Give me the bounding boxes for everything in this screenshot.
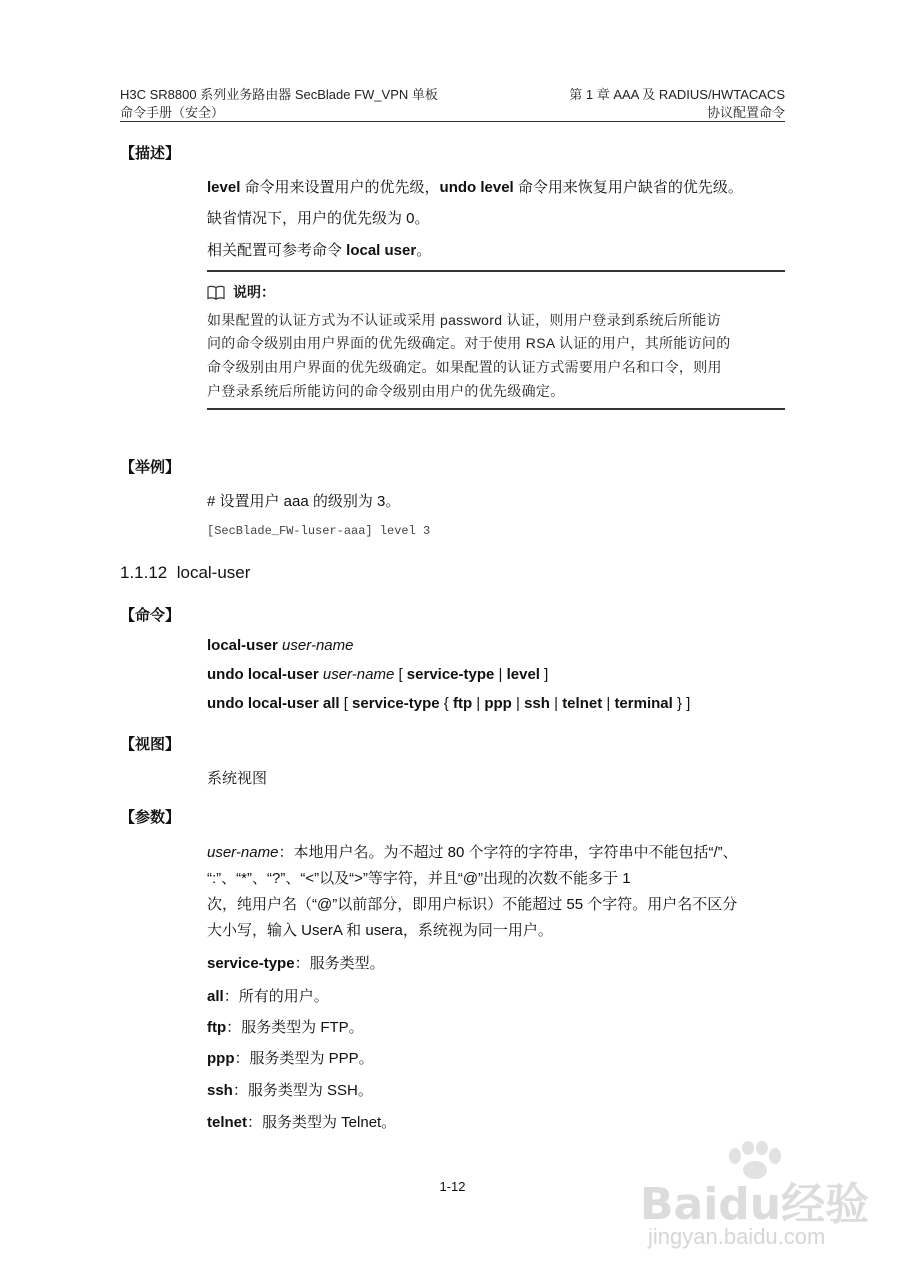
describe-line-2: 缺省情况下，用户的优先级为 0。 xyxy=(207,210,430,227)
param-item: service-type：服务类型。 xyxy=(207,955,385,972)
section-title xyxy=(120,563,250,583)
note-line-4: 户登录系统后所能访问的命令级别由用户的优先级确定。 xyxy=(207,383,565,399)
command-heading: 【命令】 xyxy=(120,607,181,624)
params-heading: 【参数】 xyxy=(120,809,181,826)
view-heading: 【视图】 xyxy=(120,736,181,753)
param-item: all：所有的用户。 xyxy=(207,988,329,1005)
command-line-3: undo local-user all [ service-type { ftp | ppp | ssh | telnet | terminal } ] xyxy=(207,695,691,712)
watermark-brand: Baidu经验 xyxy=(640,1179,870,1230)
command-line-2: undo local-user user-name [ service-type | level ] xyxy=(207,666,549,683)
describe-line-3: 相关配置可参考命令 local user。 xyxy=(207,242,432,259)
param-term: user-name xyxy=(207,844,279,861)
note-line-3: 命令级别由用户界面的优先级确定。如果配置的认证方式需要用户名和口令，则用 xyxy=(207,359,722,375)
command-line-1: local-user user-name xyxy=(207,637,354,654)
header-title: H3C SR8800 系列业务路由器 SecBlade FW_VPN 单板 xyxy=(120,87,438,102)
cmd-local-user-ref: local user xyxy=(346,242,417,259)
page-number: 1-12 xyxy=(439,1179,466,1194)
cmd-undo-level: undo level xyxy=(439,179,514,196)
param-item: telnet：服务类型为 Telnet。 xyxy=(207,1114,397,1131)
book-icon xyxy=(207,285,225,303)
describe-heading: 【描述】 xyxy=(120,145,181,162)
param-username-line-1: user-name：本地用户名。为不超过 80 个字符的字符串，字符串中不能包括“/”、 xyxy=(207,844,738,861)
watermark-url: jingyan.baidu.com xyxy=(648,1224,826,1249)
note-line-1: 如果配置的认证方式为不认证或采用 password 认证，则用户登录到系统后所能访 xyxy=(207,312,721,328)
param-username-line-4: 大小写，输入 UserA 和 usera，系统视为同一用户。 xyxy=(207,922,553,939)
note-top-rule xyxy=(207,270,785,272)
note-title: 说明： xyxy=(207,282,275,303)
header-subtitle: 命令手册（安全） xyxy=(120,105,225,120)
example-code: [SecBlade_FW-luser-aaa] level 3 xyxy=(207,524,431,538)
section-number: 1.1.12 xyxy=(120,563,168,582)
param-item: ssh：服务类型为 SSH。 xyxy=(207,1082,373,1099)
example-heading: 【举例】 xyxy=(120,459,181,476)
header-chapter: 第 1 章 AAA 及 RADIUS/HWTACACS xyxy=(569,87,785,102)
section-name: local-user xyxy=(176,563,251,582)
param-item: ppp：服务类型为 PPP。 xyxy=(207,1050,374,1067)
header-rule xyxy=(120,121,785,122)
view-text: 系统视图 xyxy=(207,770,268,787)
baidu-watermark xyxy=(640,1140,880,1260)
describe-line-1: level 命令用来设置用户的优先级，undo level 命令用来恢复用户缺省的优先级。 xyxy=(207,179,743,196)
note-line-2: 问的命令级别由用户界面的优先级确定。对于使用 RSA 认证的用户，其所能访问的 xyxy=(207,335,731,351)
example-comment: # 设置用户 aaa 的级别为 3。 xyxy=(207,493,401,510)
note-bottom-rule xyxy=(207,408,785,410)
header-chapter-sub: 协议配置命令 xyxy=(706,105,785,120)
cmd-level: level xyxy=(207,179,241,196)
param-username-line-3: 次，纯用户名（“@”以前部分，即用户标识）不能超过 55 个字符。用户名不区分 xyxy=(207,896,738,913)
param-username-line-2: “:”、“*”、“?”、“<”以及“>”等字符，并且“@”出现的次数不能多于 1 xyxy=(207,870,631,887)
param-item: ftp：服务类型为 FTP。 xyxy=(207,1019,364,1036)
